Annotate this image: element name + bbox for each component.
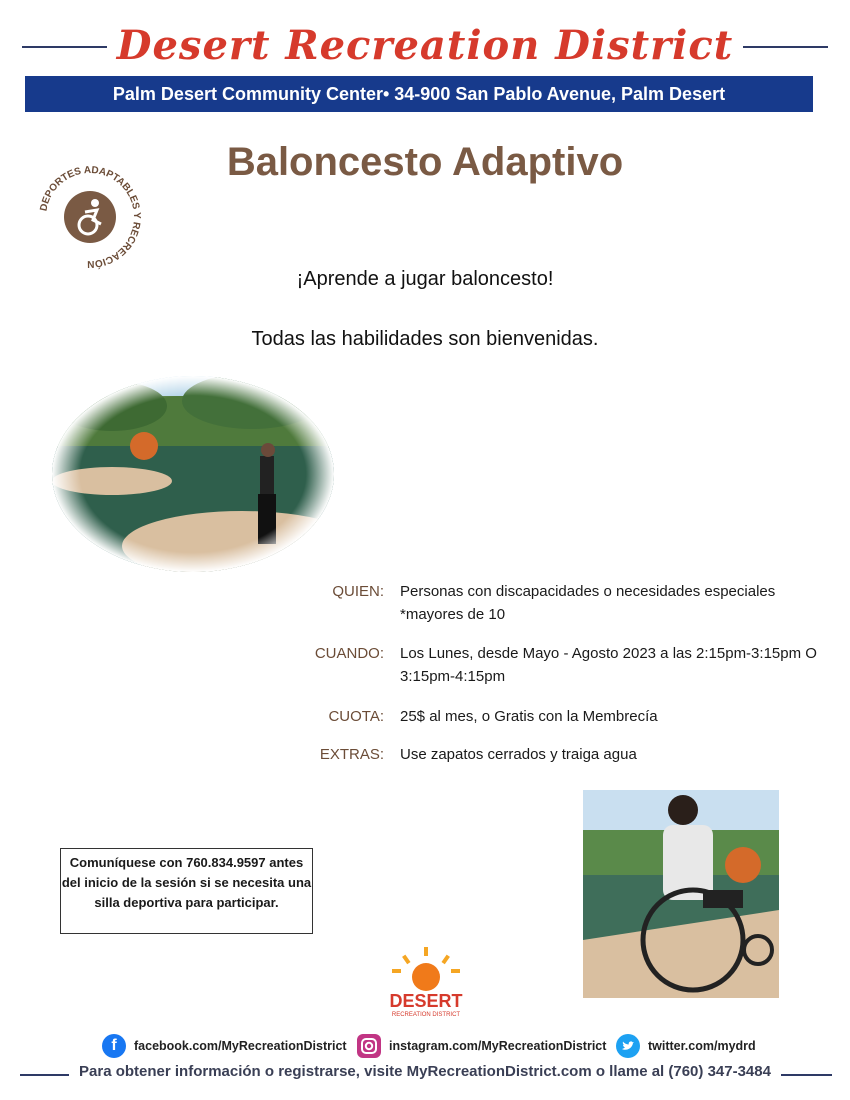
instagram-link[interactable]: instagram.com/MyRecreationDistrict xyxy=(389,1039,607,1053)
detail-label: CUOTA: xyxy=(328,708,384,725)
detail-row-quien xyxy=(290,580,810,626)
detail-row-cuando xyxy=(290,642,817,688)
detail-value: Use zapatos cerrados y traiga agua xyxy=(400,746,637,763)
wheelchair-player-photo xyxy=(583,790,779,998)
adaptive-sports-badge xyxy=(35,162,145,272)
social-twitter[interactable] xyxy=(616,1034,796,1058)
detail-label: QUIEN: xyxy=(332,583,384,600)
detail-value: Personas con discapacidades o necesidades especiales *mayores de 10 xyxy=(400,583,776,623)
basketball-court-photo xyxy=(52,376,334,572)
desert-recreation-logo xyxy=(374,945,478,1019)
contact-note-box: Comuníquese con 760.834.9597 antes del inicio de la sesión si se necesita una silla deportiva para participar. xyxy=(60,848,313,934)
tagline-learn: ¡Aprende a jugar baloncesto! xyxy=(296,268,554,290)
instagram-icon xyxy=(357,1034,381,1058)
detail-value: 25$ al mes, o Gratis con la Membrecía xyxy=(400,708,658,725)
logo-subword: RECREATION DISTRICT xyxy=(391,1012,461,1018)
social-facebook[interactable] xyxy=(102,1034,362,1058)
tagline-welcome: Todas las habilidades son bienvenidas. xyxy=(251,328,599,350)
detail-label: EXTRAS: xyxy=(319,746,384,763)
address-band: Palm Desert Community Center• 34-900 San Pablo Avenue, Palm Desert xyxy=(25,76,813,112)
twitter-icon xyxy=(616,1034,640,1058)
facebook-icon: f xyxy=(102,1034,126,1058)
social-instagram[interactable] xyxy=(357,1034,617,1058)
detail-label: CUANDO: xyxy=(314,645,384,662)
detail-row-cuota xyxy=(290,705,810,728)
facebook-link[interactable]: facebook.com/MyRecreationDistrict xyxy=(134,1039,347,1053)
brand-title: Desert Recreation District xyxy=(0,22,850,69)
sun-icon xyxy=(392,947,460,991)
logo-word: DESERT xyxy=(389,991,463,1011)
badge-text: DEPORTES ADAPTABLES Y RECREACIÓN xyxy=(38,164,143,270)
footer-info: Para obtener información o registrarse, visite MyRecreationDistrict.com o llame al (760) 347-3484 xyxy=(0,1063,850,1080)
twitter-link[interactable]: twitter.com/mydrd xyxy=(648,1039,756,1053)
detail-row-extras xyxy=(290,743,810,766)
page-title: Baloncesto Adaptivo xyxy=(226,140,624,184)
detail-value: Los Lunes, desde Mayo - Agosto 2023 a las 2:15pm-3:15pm O 3:15pm-4:15pm xyxy=(400,645,817,685)
adaptive-sports-icon xyxy=(64,191,116,243)
